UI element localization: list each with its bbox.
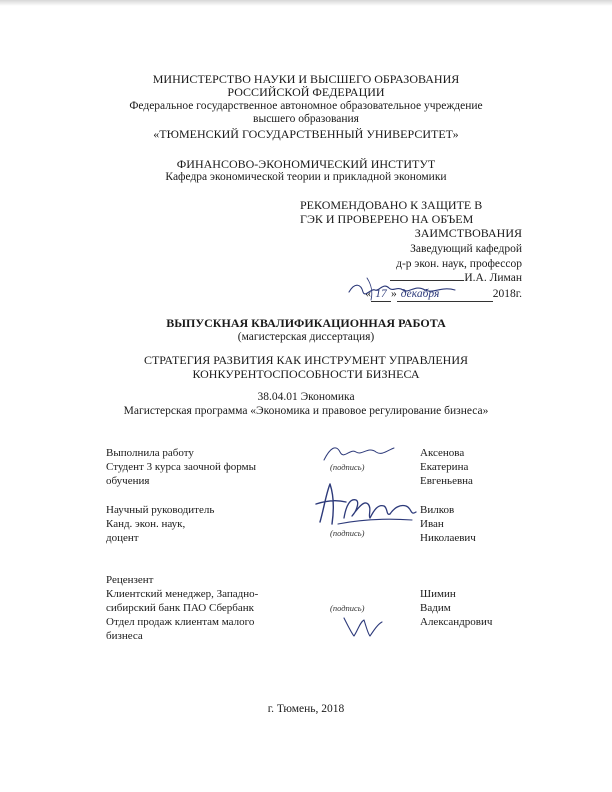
author-patronymic: Евгеньевна	[420, 475, 473, 487]
supervisor-signature-caption: (подпись)	[330, 528, 365, 538]
supervisor-patronymic: Николаевич	[420, 532, 476, 544]
supervisor-first-name: Иван	[420, 518, 444, 530]
institute-name: ФИНАНСОВО-ЭКОНОМИЧЕСКИЙ ИНСТИТУТ	[176, 157, 436, 171]
topic-line-1: СТРАТЕГИЯ РАЗВИТИЯ КАК ИНСТРУМЕНТ УПРАВЛЕНИЯ	[143, 353, 469, 367]
approval-line-2: ГЭК И ПРОВЕРЕНО НА ОБЪЕМ	[300, 212, 474, 226]
work-type: ВЫПУСКНАЯ КВАЛИФИКАЦИОННАЯ РАБОТА	[166, 316, 446, 330]
reviewer-first-name: Вадим	[420, 602, 451, 614]
date-open-quote: «	[365, 288, 371, 300]
university-name: «ТЮМЕНСКИЙ ГОСУДАРСТВЕННЫЙ УНИВЕРСИТЕТ»	[153, 127, 459, 141]
supervisor-label-3: доцент	[106, 532, 139, 544]
ministry-line-1: МИНИСТЕРСТВО НАУКИ И ВЫСШЕГО ОБРАЗОВАНИЯ	[152, 72, 460, 86]
supervisor-label-2: Канд. экон. наук,	[106, 518, 186, 530]
topic-line-2: КОНКУРЕНТОСПОСОБНОСТИ БИЗНЕСА	[192, 367, 420, 381]
approval-role: Заведующий кафедрой	[410, 243, 522, 255]
reviewer-label-4: Отдел продаж клиентам малого	[106, 616, 255, 628]
work-subtype: (магистерская диссертация)	[237, 331, 375, 343]
reviewer-patronymic: Александрович	[420, 616, 493, 628]
author-signature-caption: (подпись)	[330, 462, 365, 472]
date-close-quote: »	[390, 288, 397, 300]
supervisor-surname: Вилков	[420, 504, 455, 516]
approval-degree: д-р экон. наук, профессор	[396, 258, 522, 270]
date-day: 17	[371, 288, 391, 302]
approval-line-3: ЗАИМСТВОВАНИЯ	[414, 226, 522, 240]
program-name: Магистерская программа «Экономика и правовое регулирование бизнеса»	[123, 405, 489, 417]
author-first-name: Екатерина	[420, 461, 469, 473]
reviewer-signature-caption: (подпись)	[330, 603, 365, 613]
reviewer-label-2: Клиентский менеджер, Западно-	[106, 588, 259, 600]
reviewer-label-3: сибирский банк ПАО Сбербанк	[106, 602, 255, 614]
supervisor-label-1: Научный руководитель	[106, 504, 215, 516]
supervisor-signature-icon	[312, 478, 422, 530]
specialty-code: 38.04.01 Экономика	[257, 391, 355, 403]
institution-line-1: Федеральное государственное автономное образовательное учреждение	[129, 100, 483, 112]
reviewer-label-5: бизнеса	[106, 630, 143, 642]
author-label-3: обучения	[106, 475, 150, 487]
city-year: г. Тюмень, 2018	[267, 703, 345, 715]
institution-line-2: высшего образования	[253, 113, 359, 125]
scan-edge	[0, 0, 612, 6]
head-signature-icon	[345, 270, 465, 304]
department-name: Кафедра экономической теории и прикладной экономики	[165, 171, 447, 183]
reviewer-label-1: Рецензент	[106, 574, 154, 586]
author-surname: Аксенова	[420, 447, 465, 459]
approval-line-1: РЕКОМЕНДОВАНО К ЗАЩИТЕ В	[300, 198, 483, 212]
date-month: декабря	[397, 288, 493, 302]
reviewer-signature-icon	[338, 612, 386, 640]
ministry-line-2: РОССИЙСКОЙ ФЕДЕРАЦИИ	[227, 85, 385, 99]
head-name: И.А. Лиман	[464, 272, 522, 284]
date-year: 2018г.	[492, 288, 522, 300]
reviewer-surname: Шимин	[420, 588, 456, 600]
author-label-1: Выполнила работу	[106, 447, 194, 459]
author-label-2: Студент 3 курса заочной формы	[106, 461, 256, 473]
author-signature-icon	[318, 438, 398, 468]
